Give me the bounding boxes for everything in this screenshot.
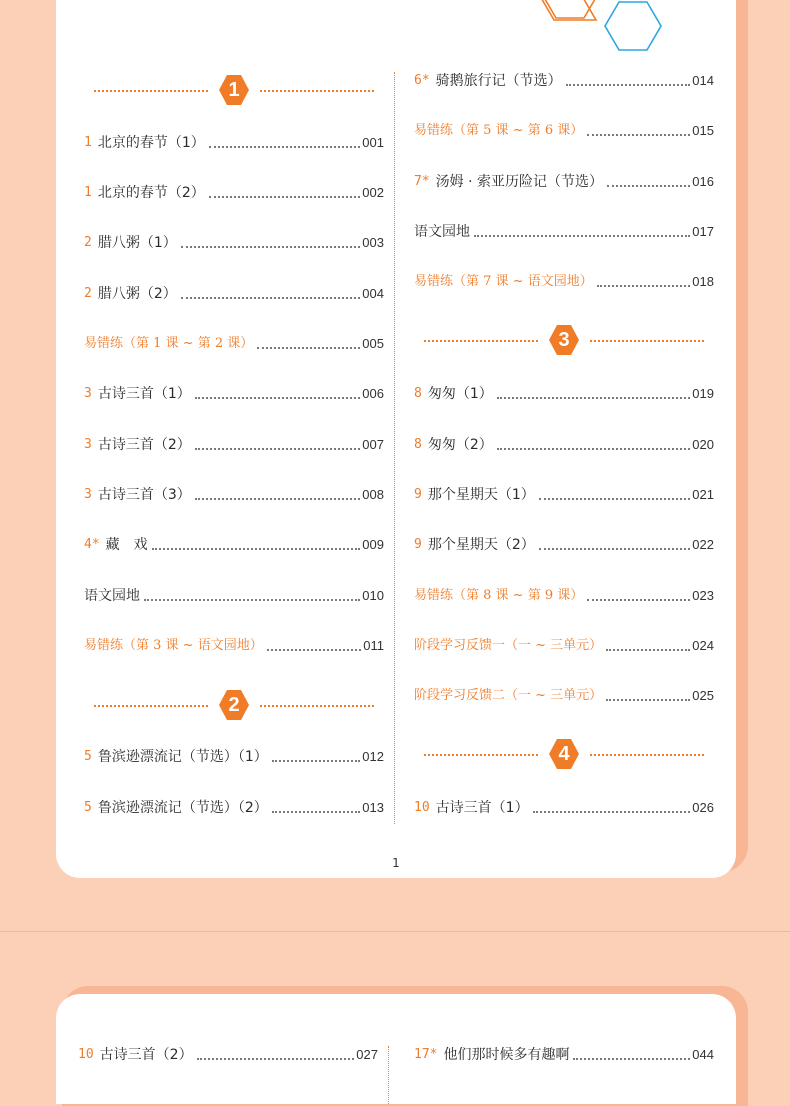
next-right-column: [414, 994, 714, 1104]
toc-entry[interactable]: 8 匆匆（2） 020: [414, 437, 714, 453]
toc-entry[interactable]: 3 古诗三首（1） 006: [84, 386, 384, 402]
column-divider: [388, 1046, 389, 1104]
toc-entry[interactable]: 10 古诗三首（2） 027: [78, 1047, 378, 1063]
toc-entry[interactable]: 语文园地 010: [84, 588, 384, 604]
toc-entry[interactable]: 9 那个星期天（1） 021: [414, 487, 714, 503]
dotted-rule: [260, 703, 374, 707]
section-1-header: [84, 72, 384, 108]
toc-entry[interactable]: 1 北京的春节（1） 001: [84, 135, 384, 151]
section-4-header: [414, 736, 714, 772]
dotted-rule: [260, 88, 374, 92]
toc-entry[interactable]: 2 腊八粥（2） 004: [84, 286, 384, 302]
toc-entry[interactable]: 17* 他们那时候多有趣啊 044: [414, 1047, 714, 1063]
right-column: [414, 0, 714, 840]
column-divider: [394, 72, 395, 824]
toc-entry[interactable]: 1 北京的春节（2） 002: [84, 185, 384, 201]
toc-entry[interactable]: 8 匆匆（1） 019: [414, 386, 714, 402]
toc-entry-practice[interactable]: 易错练（第 3 课 ~ 语文园地） 011: [84, 638, 384, 653]
next-contents-card: [56, 994, 736, 1104]
toc-entry[interactable]: 4* 藏 戏 009: [84, 537, 384, 553]
section-2-badge: 2: [218, 689, 250, 721]
page-number: 1: [392, 856, 400, 870]
toc-entry-practice[interactable]: 易错练（第 5 课 ~ 第 6 课） 015: [414, 123, 714, 138]
section-3-badge: 3: [548, 324, 580, 356]
page-separator: [0, 931, 790, 932]
dotted-rule: [424, 338, 538, 342]
toc-entry[interactable]: 10 古诗三首（1） 026: [414, 800, 714, 816]
section-3-header: [414, 322, 714, 358]
section-4-badge: 4: [548, 738, 580, 770]
contents-card: [56, 0, 736, 878]
toc-entry-practice[interactable]: 阶段学习反馈二（一 ~ 三单元） 025: [414, 688, 714, 703]
toc-entry[interactable]: 5 鲁滨逊漂流记（节选）（1） 012: [84, 749, 384, 765]
section-1-badge: 1: [218, 74, 250, 106]
toc-entry[interactable]: 5 鲁滨逊漂流记（节选）（2） 013: [84, 800, 384, 816]
section-2-header: [84, 687, 384, 723]
left-column: [84, 0, 384, 840]
toc-entry[interactable]: 语文园地 017: [414, 224, 714, 240]
toc-entry[interactable]: 3 古诗三首（3） 008: [84, 487, 384, 503]
toc-entry[interactable]: 6* 骑鹅旅行记（节选） 014: [414, 73, 714, 89]
dotted-rule: [590, 338, 704, 342]
dotted-rule: [94, 703, 208, 707]
toc-entry-practice[interactable]: 易错练（第 7 课 ~ 语文园地） 018: [414, 274, 714, 289]
dotted-rule: [424, 752, 538, 756]
toc-entry-practice[interactable]: 易错练（第 8 课 ~ 第 9 课） 023: [414, 588, 714, 603]
toc-entry[interactable]: 9 那个星期天（2） 022: [414, 537, 714, 553]
toc-entry[interactable]: 3 古诗三首（2） 007: [84, 437, 384, 453]
dotted-rule: [590, 752, 704, 756]
toc-entry-practice[interactable]: 阶段学习反馈一（一 ~ 三单元） 024: [414, 638, 714, 653]
dotted-rule: [94, 88, 208, 92]
toc-entry-practice[interactable]: 易错练（第 1 课 ~ 第 2 课） 005: [84, 336, 384, 351]
toc-entry[interactable]: 7* 汤姆 · 索亚历险记（节选） 016: [414, 174, 714, 190]
toc-entry[interactable]: 2 腊八粥（1） 003: [84, 235, 384, 251]
next-left-column: [78, 994, 378, 1104]
